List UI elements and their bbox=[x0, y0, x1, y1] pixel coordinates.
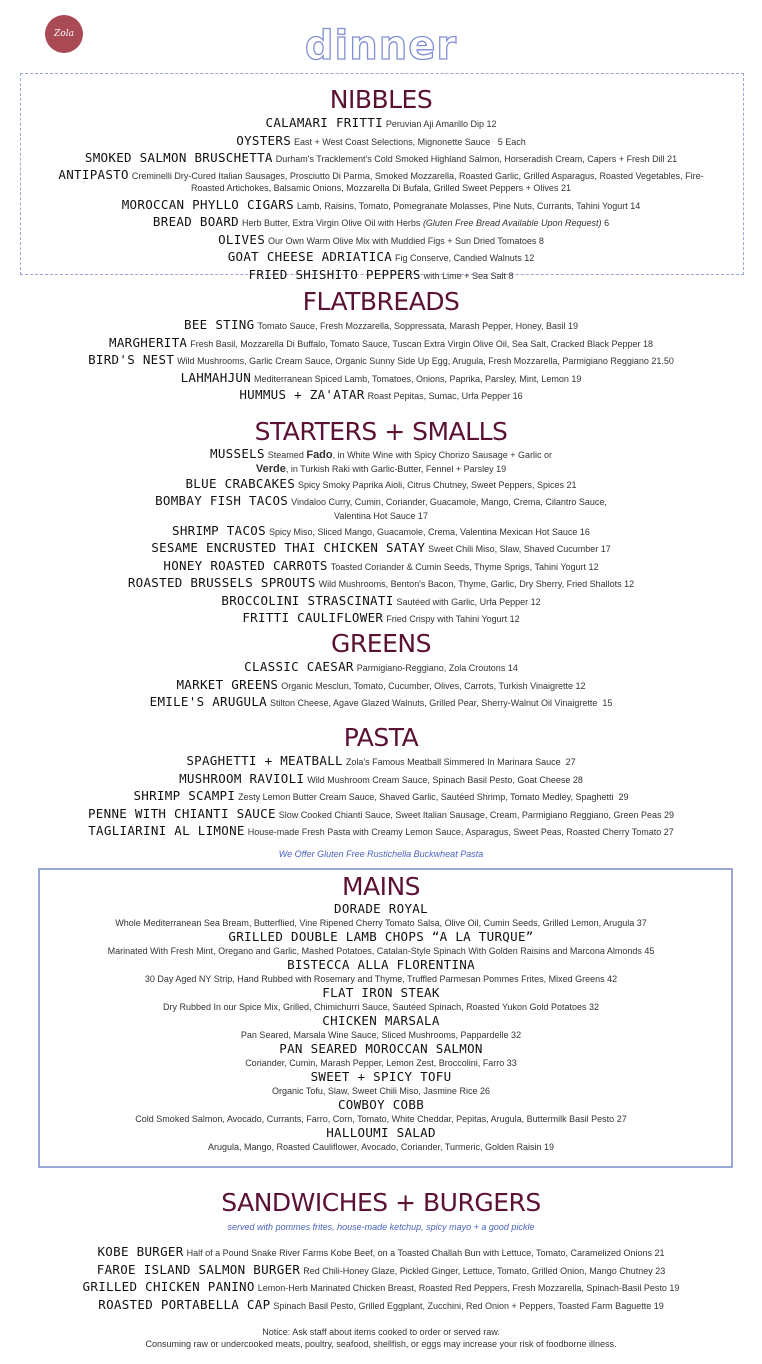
item-name: HUMMUS + ZA'ATAR bbox=[239, 387, 365, 402]
item-desc: Fried Crispy with Tahini Yogurt 12 bbox=[386, 614, 520, 624]
flatbreads-section bbox=[0, 287, 762, 405]
item-name: BLUE CRABCAKES bbox=[185, 476, 296, 491]
main-item-name: DORADE ROYAL bbox=[334, 901, 428, 916]
item-name: BIRD'S NEST bbox=[88, 352, 175, 367]
item-desc: House-made Fresh Pasta with Creamy Lemon Sauce, Asparagus, Sweet Peas, Roasted Cherry Tomato 27 bbox=[247, 827, 674, 837]
item-desc: Wild Mushroom Cream Sauce, Spinach Basil Pesto, Goat Cheese 28 bbox=[307, 774, 583, 785]
menu-item bbox=[0, 753, 762, 771]
item-name: LAHMAHJUN bbox=[180, 369, 252, 385]
item-desc: Vindaloo Curry, Cumin, Coriander, Guacamole, Mango, Crema, Cilantro Sauce, bbox=[291, 496, 607, 507]
section-title: SANDWICHES + BURGERS bbox=[221, 1188, 541, 1217]
item-name: ROASTED PORTABELLA CAP bbox=[98, 1296, 271, 1312]
main-item-desc: Cold Smoked Salmon, Avocado, Currants, Farro, Corn, Tomato, White Cheddar, Pepitas, Arugula, Buttermilk Basil Pesto 27 bbox=[135, 1114, 627, 1124]
menu-item bbox=[0, 575, 762, 593]
item-desc: Sweet Chili Miso, Slaw, Shaved Cucumber 17 bbox=[428, 544, 611, 554]
menu-item bbox=[0, 823, 762, 841]
section-title: GREENS bbox=[331, 629, 431, 658]
menu-item bbox=[0, 1279, 762, 1297]
item-style-fado: Fado bbox=[306, 449, 333, 461]
item-desc: Zola's Famous Meatball Simmered In Marinara Sauce 27 bbox=[345, 757, 576, 767]
section-title: NIBBLES bbox=[329, 85, 433, 114]
main-item-desc: 30 Day Aged NY Strip, Hand Rubbed with Rosemary and Thyme, Truffled Parmesan Pommes Frites, Mixed Greens 42 bbox=[144, 974, 618, 984]
item-name: TAGLIARINI AL LIMONE bbox=[88, 823, 245, 838]
menu-item bbox=[0, 806, 762, 824]
item-desc: Zesty Lemon Butter Cream Sauce, Shaved Garlic, Sautéed Shrimp, Tomato Medley, Spaghetti 29 bbox=[238, 792, 629, 802]
menu-item bbox=[0, 771, 762, 789]
menu-item bbox=[0, 133, 762, 151]
item-name: HONEY ROASTED CARROTS bbox=[163, 557, 328, 573]
item-name: ROASTED BRUSSELS SPROUTS bbox=[127, 575, 316, 590]
menu-item bbox=[0, 317, 762, 335]
menu-item bbox=[0, 659, 762, 677]
item-desc: Wild Mushrooms, Benton's Bacon, Thyme, Garlic, Dry Sherry, Fried Shallots 12 bbox=[318, 579, 635, 589]
item-desc-line2: Valentina Hot Sauce 17 bbox=[334, 510, 428, 521]
item-name: PENNE WITH CHIANTI SAUCE bbox=[87, 805, 276, 821]
item-desc: East + West Coast Selections, Mignonette Sauce 5 Each bbox=[294, 136, 526, 147]
main-item-name: HALLOUMI SALAD bbox=[326, 1125, 436, 1140]
item-desc: Fig Conserve, Candied Walnuts 12 bbox=[395, 253, 535, 263]
menu-item bbox=[0, 1297, 762, 1315]
item-desc: Mediterranean Spiced Lamb, Tomatoes, Onions, Paprika, Parsley, Mint, Lemon 19 bbox=[254, 373, 582, 384]
item-name: CLASSIC CAESAR bbox=[244, 659, 354, 674]
main-item-desc: Arugula, Mango, Roasted Cauliflower, Avocado, Coriander, Turmeric, Golden Raisin 19 bbox=[207, 1142, 555, 1152]
menu-item bbox=[0, 476, 762, 494]
main-item-desc: Dry Rubbed In our Spice Mix, Grilled, Chimichurri Sauce, Sautéed Spinach, Roasted Yukon Gold Potatoes 32 bbox=[162, 1002, 600, 1012]
menu-item bbox=[0, 267, 762, 285]
item-name: MUSHROOM RAVIOLI bbox=[179, 770, 305, 786]
item-desc: Durham's Tracklement's Cold Smoked Highland Salmon, Horseradish Cream, Capers + Fresh Dill 21 bbox=[275, 154, 678, 164]
menu-item bbox=[0, 1262, 762, 1280]
menu-item-mussels bbox=[0, 447, 762, 476]
mains-section bbox=[0, 872, 762, 1154]
sandwiches-section bbox=[0, 1188, 762, 1314]
main-item-name: GRILLED DOUBLE LAMB CHOPS “A LA TURQUE” bbox=[228, 929, 534, 944]
item-name: ANTIPASTO bbox=[58, 166, 129, 182]
menu-item bbox=[0, 197, 762, 215]
item-name: FAROE ISLAND SALMON BURGER bbox=[96, 1261, 301, 1277]
sandwiches-note: served with pommes frites, house-made ketchup, spicy mayo + a good pickle bbox=[227, 1222, 535, 1232]
item-desc: Spicy Smoky Paprika Aioli, Citrus Chutney, Sweet Peppers, Spices 21 bbox=[298, 480, 577, 490]
item-desc: Our Own Warm Olive Mix with Muddied Figs + Sun Dried Tomatoes 8 bbox=[268, 235, 544, 246]
item-desc: Steamed bbox=[267, 450, 304, 460]
item-name: BROCCOLINI STRASCINATI bbox=[221, 592, 394, 608]
main-item-name: SWEET + SPICY TOFU bbox=[310, 1069, 452, 1084]
item-desc: with Lime + Sea Salt 8 bbox=[423, 270, 514, 281]
item-name: OLIVES bbox=[218, 231, 266, 247]
nibbles-section bbox=[0, 85, 762, 284]
section-title: PASTA bbox=[343, 723, 419, 752]
item-desc: , in Turkish Raki with Garlic-Butter, Fennel + Parsley 19 bbox=[285, 464, 507, 474]
item-name: EMILE'S ARUGULA bbox=[149, 694, 268, 709]
item-desc: Slow Cooked Chianti Sauce, Sweet Italian Sausage, Cream, Parmigiano Reggiano, Green Peas 29 bbox=[278, 809, 675, 820]
item-desc: Creminelli Dry-Cured Italian Sausages, Prosciutto Di Parma, Smoked Mozzarella, Roasted Garlic, Grilled Asparagus, Roasted Vegetables, Fire-Roasted Artichokes, Balsamic Onions, Mozzarella Di Bufala, Grilled Sweet Peppers + Olives 21 bbox=[131, 170, 704, 193]
item-desc: Herb Butter, Extra Virgin Olive Oil with Herbs bbox=[242, 218, 421, 228]
item-desc: Spicy Miso, Sliced Mango, Guacamole, Crema, Valentina Mexican Hot Sauce 16 bbox=[268, 526, 590, 537]
starters-section bbox=[0, 417, 762, 628]
item-name: MOROCCAN PHYLLO CIGARS bbox=[121, 196, 294, 212]
item-desc: Wild Mushrooms, Garlic Cream Sauce, Organic Sunny Side Up Egg, Arugula, Fresh Mozzarella, Parmigiano Reggiano 21.50 bbox=[177, 356, 674, 366]
item-name: SPAGHETTI + MEATBALL bbox=[186, 753, 343, 768]
main-item-desc: Marinated With Fresh Mint, Oregano and Garlic, Mashed Potatoes, Catalan-Style Spinach With Golden Raisins and Marcona Almonds 45 bbox=[107, 946, 655, 956]
menu-item bbox=[0, 540, 762, 558]
menu-item bbox=[0, 677, 762, 695]
section-title: FLATBREADS bbox=[302, 287, 460, 316]
item-name: BEE STING bbox=[184, 317, 255, 332]
main-item-name: BISTECCA ALLA FLORENTINA bbox=[287, 957, 475, 972]
menu-item bbox=[0, 214, 762, 232]
menu-item bbox=[0, 788, 762, 806]
item-name: KOBE BURGER bbox=[97, 1244, 184, 1259]
section-title: MAINS bbox=[341, 872, 421, 901]
item-desc: Tomato Sauce, Fresh Mozzarella, Soppressata, Marash Pepper, Honey, Basil 19 bbox=[257, 321, 578, 331]
item-name: OYSTERS bbox=[236, 132, 292, 148]
menu-item bbox=[0, 335, 762, 353]
item-desc: Parmigiano-Reggiano, Zola Croutons 14 bbox=[356, 663, 518, 673]
main-item-name: PAN SEARED MOROCCAN SALMON bbox=[279, 1041, 483, 1056]
item-name: MARGHERITA bbox=[109, 334, 188, 350]
menu-item bbox=[51, 168, 711, 197]
item-name: GRILLED CHICKEN PANINO bbox=[82, 1279, 255, 1294]
item-desc: Sautéed with Garlic, Urfa Pepper 12 bbox=[396, 596, 541, 607]
main-item-desc: Whole Mediterranean Sea Bream, Butterflied, Vine Ripened Cherry Tomato Salsa, Olive Oil, Cumin Seeds, Grilled Lemon, Arugula 37 bbox=[115, 918, 647, 928]
item-name: SESAME ENCRUSTED THAI CHICKEN SATAY bbox=[151, 540, 426, 555]
menu-item bbox=[0, 523, 762, 541]
menu-item bbox=[0, 387, 762, 405]
item-name: BREAD BOARD bbox=[152, 214, 240, 229]
item-name: GOAT CHEESE ADRIATICA bbox=[227, 249, 393, 264]
item-name: FRITTI CAULIFLOWER bbox=[242, 610, 384, 625]
menu-item bbox=[0, 232, 762, 250]
item-desc: Peruvian Aji Amarillo Dip 12 bbox=[385, 119, 497, 129]
item-name: CALAMARI FRITTI bbox=[265, 115, 383, 130]
item-style-verde: Verde bbox=[255, 463, 286, 475]
item-name: MUSSELS bbox=[210, 446, 265, 461]
item-desc: Half of a Pound Snake River Farms Kobe Beef, on a Toasted Challah Bun with Lettuce, Tomato, Caramelized Onions 21 bbox=[186, 1248, 665, 1258]
main-item-name: COWBOY COBB bbox=[337, 1097, 425, 1112]
section-title: STARTERS + SMALLS bbox=[254, 417, 508, 446]
page-title: dinner bbox=[304, 23, 458, 69]
gluten-free-note: We Offer Gluten Free Rustichella Buckwheat Pasta bbox=[278, 848, 484, 859]
notice-line: Consuming raw or undercooked meats, poultry, seafood, shellfish, or eggs may increase your risk of foodborne illness. bbox=[145, 1339, 617, 1349]
item-name: FRIED SHISHITO PEPPERS bbox=[248, 266, 421, 282]
item-price: 6 bbox=[604, 218, 610, 228]
item-name: SHRIMP SCAMPI bbox=[133, 788, 236, 803]
menu-item bbox=[0, 494, 762, 523]
item-name: SMOKED SALMON BRUSCHETTA bbox=[84, 150, 273, 165]
item-name: MARKET GREENS bbox=[176, 676, 279, 692]
menu-item bbox=[0, 370, 762, 388]
item-desc: Roast Pepitas, Sumac, Urfa Pepper 16 bbox=[367, 391, 523, 401]
menu-item bbox=[0, 352, 762, 370]
footer-notice bbox=[0, 1326, 762, 1350]
item-desc: Toasted Coriander & Cumin Seeds, Thyme Sprigs, Tahini Yogurt 12 bbox=[330, 561, 599, 572]
menu-item bbox=[0, 558, 762, 576]
menu-item bbox=[0, 694, 762, 712]
item-desc: , in White Wine with Spicy Chorizo Sausage + Garlic or bbox=[332, 450, 552, 460]
item-desc: Lamb, Raisins, Tomato, Pomegranate Molasses, Pine Nuts, Currants, Tahini Yogurt 14 bbox=[296, 200, 641, 211]
item-desc: Fresh Basil, Mozzarella Di Buffalo, Tomato Sauce, Tuscan Extra Virgin Olive Oil, Sea Salt, Cracked Black Pepper 18 bbox=[190, 338, 653, 349]
menu-item bbox=[0, 150, 762, 168]
menu-item bbox=[0, 593, 762, 611]
notice-line: Notice: Ask staff about items cooked to order or served raw. bbox=[262, 1327, 500, 1337]
menu-item bbox=[0, 1244, 762, 1262]
pasta-section bbox=[0, 723, 762, 861]
item-desc: Spinach Basil Pesto, Grilled Eggplant, Zucchini, Red Onion + Peppers, Toasted Farm Baguette 19 bbox=[273, 1300, 664, 1311]
item-name: SHRIMP TACOS bbox=[172, 522, 266, 538]
main-item-desc: Organic Tofu, Slaw, Sweet Chili Miso, Jasmine Rice 26 bbox=[272, 1086, 490, 1096]
menu-item bbox=[0, 115, 762, 133]
main-item-desc: Pan Seared, Marsala Wine Sauce, Sliced Mushrooms, Pappardelle 32 bbox=[240, 1030, 522, 1040]
main-item-name: FLAT IRON STEAK bbox=[322, 985, 440, 1000]
item-name: BOMBAY FISH TACOS bbox=[155, 492, 289, 508]
item-desc: Lemon-Herb Marinated Chicken Breast, Roasted Red Peppers, Fresh Mozzarella, Spinach-Basil Pesto 19 bbox=[257, 1283, 680, 1293]
logo-text: Zola bbox=[54, 29, 74, 39]
item-desc-note: (Gluten Free Bread Available Upon Request) bbox=[422, 218, 602, 228]
main-item-name: CHICKEN MARSALA bbox=[322, 1013, 440, 1028]
main-item-desc: Coriander, Cumin, Marash Pepper, Lemon Zest, Broccolini, Farro 33 bbox=[245, 1058, 517, 1068]
menu-item bbox=[0, 610, 762, 628]
item-desc: Organic Mesclun, Tomato, Cucumber, Olives, Carrots, Turkish Vinaigrette 12 bbox=[281, 680, 586, 691]
item-desc: Stilton Cheese, Agave Glazed Walnuts, Grilled Pear, Sherry-Walnut Oil Vinaigrette 15 bbox=[270, 698, 613, 708]
item-desc: Red Chili-Honey Glaze, Pickled Ginger, Lettuce, Tomato, Grilled Onion, Mango Chutney 23 bbox=[303, 1265, 666, 1276]
greens-section bbox=[0, 629, 762, 712]
menu-item bbox=[0, 249, 762, 267]
